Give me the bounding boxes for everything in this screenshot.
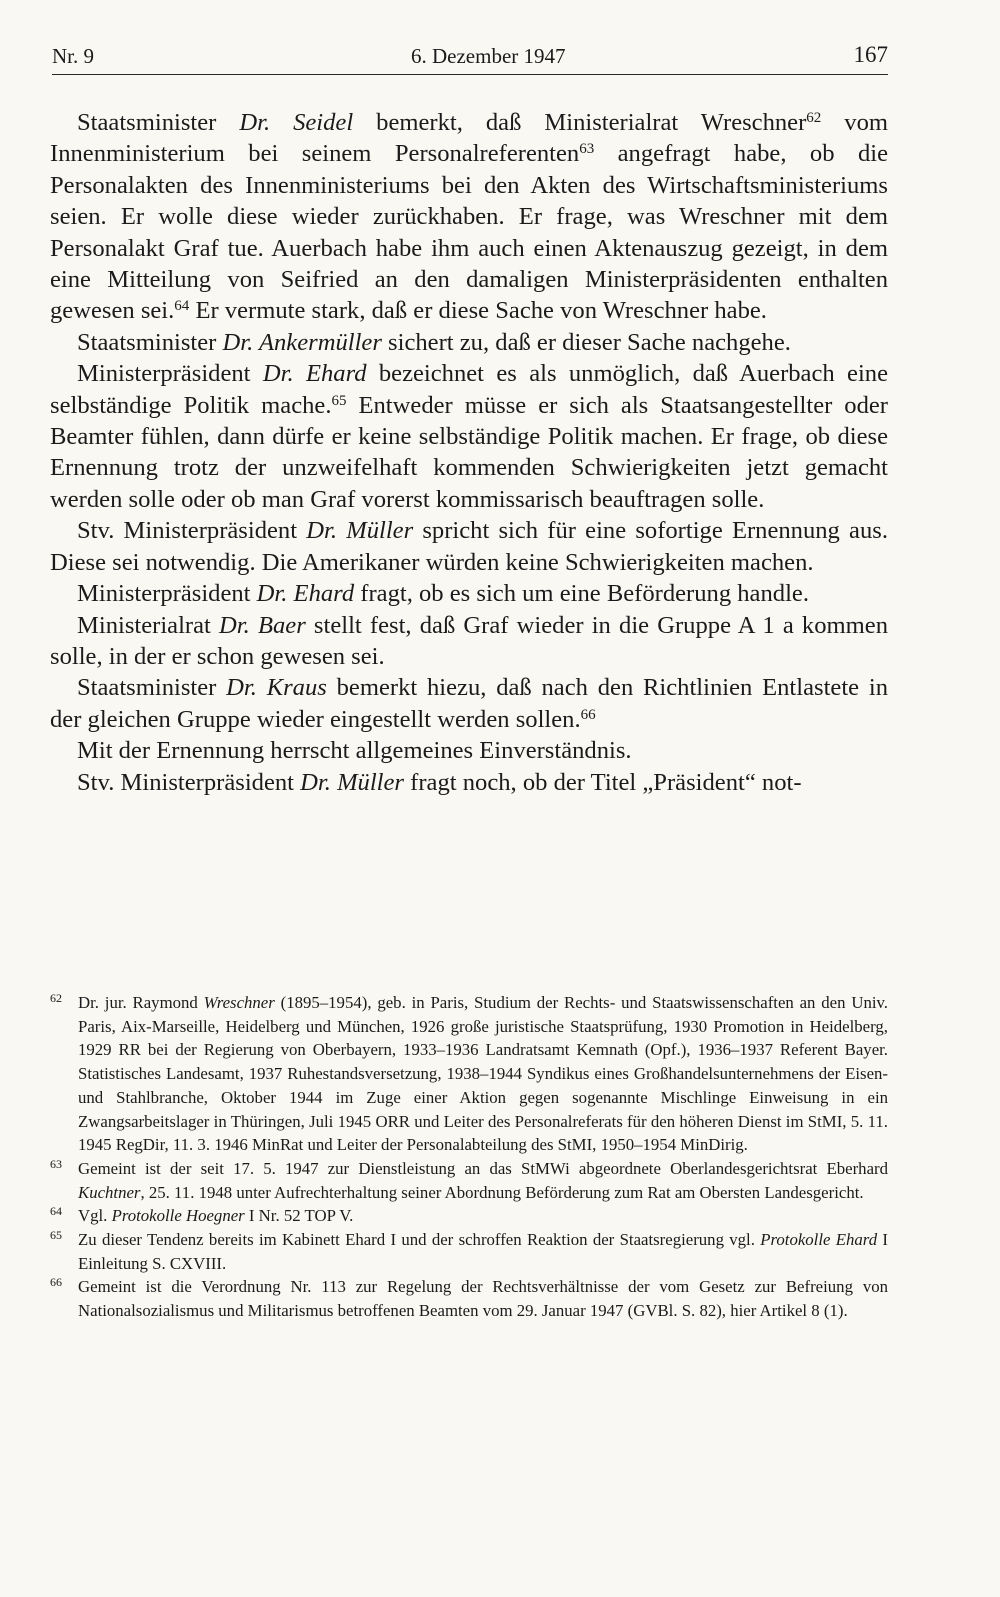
footnote-number: 64 bbox=[50, 1204, 62, 1219]
page-number: 167 bbox=[853, 42, 888, 67]
footnote-ref: 64 bbox=[174, 298, 190, 315]
italic-text: Müller bbox=[337, 768, 404, 796]
text-run: Stv. Ministerpräsident bbox=[77, 768, 301, 796]
paragraph bbox=[50, 672, 888, 735]
text-run: Staatsminister bbox=[77, 109, 240, 136]
text-run: stellt fest, daß Graf wieder in die Gruppe A 1 a kommen solle, in der er schon gewesen sei. bbox=[50, 611, 888, 670]
paragraph bbox=[50, 610, 888, 673]
body-text bbox=[50, 107, 888, 798]
header-date: 6. Dezember 1947 bbox=[411, 44, 566, 68]
text-run: spricht sich für eine sofortige Ernennung aus. Diese sei notwendig. Die Amerikaner würden keine Schwierigkeiten machen. bbox=[50, 517, 888, 576]
italic-text: Dr. bbox=[222, 328, 259, 356]
footnote bbox=[50, 1275, 888, 1322]
text-run: Er vermute stark, daß er diese Sache von Wreschner habe. bbox=[189, 297, 767, 325]
issue-number: Nr. 9 bbox=[52, 44, 94, 68]
text-run: vom Innenministerium bei seinem Personalreferenten bbox=[50, 109, 889, 168]
text-run: Gemeint ist die Verordnung Nr. 113 zur Regelung der Rechtsverhältnisse der vom Gesetz zur Befreiung von Nationalsozialismus und Militarismus betroffenen Beamten vom 29. Januar 1947 (GVBl. S. 82), hier Artikel 8 (1). bbox=[78, 1277, 888, 1321]
paragraph bbox=[50, 735, 888, 766]
footnote-number: 65 bbox=[50, 1228, 62, 1243]
italic-text: Ankermüller bbox=[258, 328, 382, 356]
text-run: angefragt habe, ob die Personalakten des Innenministeriums bei den Akten des Wirtschaftsministeriums seien. Er wolle diese wieder zurückhaben. Er frage, was Wreschner mit dem Personalakt Graf tue. Auerbach habe ihm auch einen Aktenauszug gezeigt, in dem eine Mitteilung von Seifried an den damaligen Ministerpräsidenten enthalten gewesen sei. bbox=[50, 140, 888, 325]
italic-text: Dr. bbox=[219, 611, 258, 639]
paragraph bbox=[50, 767, 888, 798]
text-run: I Einleitung S. CXVIII. bbox=[78, 1230, 888, 1273]
italic-text: Dr. bbox=[256, 580, 294, 608]
text-run: I Nr. 52 TOP V. bbox=[244, 1206, 354, 1226]
italic-text: Dr. bbox=[239, 109, 294, 136]
text-run: Dr. jur. Raymond bbox=[78, 993, 204, 1012]
text-run: fragt noch, ob der Titel „Präsident“ not- bbox=[404, 768, 802, 796]
text-run: Ministerpräsident bbox=[77, 360, 263, 388]
paragraph bbox=[50, 107, 888, 327]
text-run: bemerkt hiezu, daß nach den Richtlinien Entlastete in der gleichen Gruppe wieder eingestellt werden sollen. bbox=[50, 674, 889, 733]
footnote bbox=[50, 1228, 888, 1275]
italic-text: Müller bbox=[346, 517, 414, 545]
page-header bbox=[52, 40, 888, 75]
italic-text: Dr. bbox=[226, 674, 267, 702]
italic-text: Dr. bbox=[262, 360, 306, 388]
italic-text: Seidel bbox=[293, 109, 354, 136]
footnote-number: 63 bbox=[50, 1156, 62, 1171]
text-run: bezeichnet es als unmöglich, daß Auerbach eine selbständige Politik mache. bbox=[50, 360, 888, 419]
text-run: Entweder müsse er sich als Staatsangestellter oder Beamter fühlen, dann dürfe er keine selbständige Politik machen. Er frage, ob diese Ernennung trotz der unzweifelhaft kommenden Schwierigkeiten jetzt gemacht werden solle oder ob man Graf vorerst kommissarisch beauftragen solle. bbox=[50, 391, 888, 513]
italic-text: Dr. bbox=[300, 768, 338, 796]
italic-text: Ehard bbox=[305, 360, 367, 388]
italic-text: Dr. bbox=[306, 517, 347, 545]
text-run: Vgl. bbox=[78, 1206, 112, 1226]
footnotes bbox=[50, 991, 888, 1323]
text-run: (1895–1954), geb. in Paris, Studium der Rechts- und Staatswissenschaften an den Univ. Paris, Aix-Marseille, Heidelberg und München, 1926 große juristische Staatsprüfung, 1930 Promotion in Heidelberg, 1929 RR bei der Regierung von Oberbayern, 1933–1936 Landratsamt Kemnath (Opf.), 1936–1937 Referent Bayer. Statistisches Landesamt, 1937 Ruhestandsversetzung, 1938–1944 Syndikus eines Großhandelsunternehmens der Eisen- und Stahlbranche, Oktober 1944 im Zuge einer Aktion gegen sogenannte Mischlinge Einweisung in ein Zwangsarbeitslager in Thüringen, Juli 1945 ORR und Leiter des Personalreferats für den höheren Dienst im StMI, 5. 11. 1945 RegDir, 11. 3. 1946 MinRat und Leiter der Personalabteilung des StMI, 1950–1954 MinDirig. bbox=[78, 993, 889, 1155]
text-run: Gemeint ist der seit 17. 5. 1947 zur Dienstleistung an das StMWi abgeordnete Oberlandesgerichtsrat Eberhard bbox=[78, 1158, 888, 1178]
text-run: Staatsminister bbox=[77, 328, 223, 356]
italic-text: Kraus bbox=[266, 674, 327, 702]
footnote-ref: 63 bbox=[579, 141, 595, 158]
footnote-ref: 62 bbox=[806, 110, 822, 126]
italic-text: Kuchtner bbox=[78, 1182, 141, 1202]
italic-text: Ehard bbox=[293, 580, 355, 608]
text-run: bemerkt, daß Ministerialrat Wreschner bbox=[353, 109, 807, 136]
italic-text: Baer bbox=[257, 611, 306, 639]
footnote-number: 62 bbox=[50, 991, 62, 1005]
paragraph bbox=[50, 578, 888, 609]
text-run: Zu dieser Tendenz bereits im Kabinett Ehard I und der schroffen Reaktion der Staatsregierung vgl. bbox=[78, 1230, 761, 1250]
italic-text: Protokolle Ehard bbox=[760, 1230, 878, 1250]
text-run: Ministerpräsident bbox=[77, 580, 257, 608]
footnote-ref: 66 bbox=[580, 706, 596, 723]
paragraph bbox=[50, 515, 888, 578]
text-run: , 25. 11. 1948 unter Aufrechterhaltung seiner Abordnung Beförderung zum Rat am Obersten Landesgericht. bbox=[140, 1182, 864, 1202]
paragraph bbox=[50, 358, 888, 515]
text-run: Staatsminister bbox=[77, 674, 227, 702]
footnote bbox=[50, 1204, 888, 1228]
footnote bbox=[50, 1157, 888, 1204]
paragraph bbox=[50, 327, 888, 358]
footnote-ref: 65 bbox=[331, 392, 347, 409]
footnote-number: 66 bbox=[50, 1275, 62, 1290]
text-run: fragt, ob es sich um eine Beförderung handle. bbox=[354, 580, 809, 608]
text-run: Mit der Ernennung herrscht allgemeines Einverständnis. bbox=[77, 737, 632, 765]
footnote bbox=[50, 991, 888, 1157]
text-run: Stv. Ministerpräsident bbox=[77, 517, 307, 545]
text-run: Ministerialrat bbox=[77, 611, 220, 639]
text-run: sichert zu, daß er dieser Sache nachgehe. bbox=[381, 328, 791, 356]
italic-text: Protokolle Hoegner bbox=[111, 1206, 245, 1226]
italic-text: Wreschner bbox=[203, 993, 275, 1012]
